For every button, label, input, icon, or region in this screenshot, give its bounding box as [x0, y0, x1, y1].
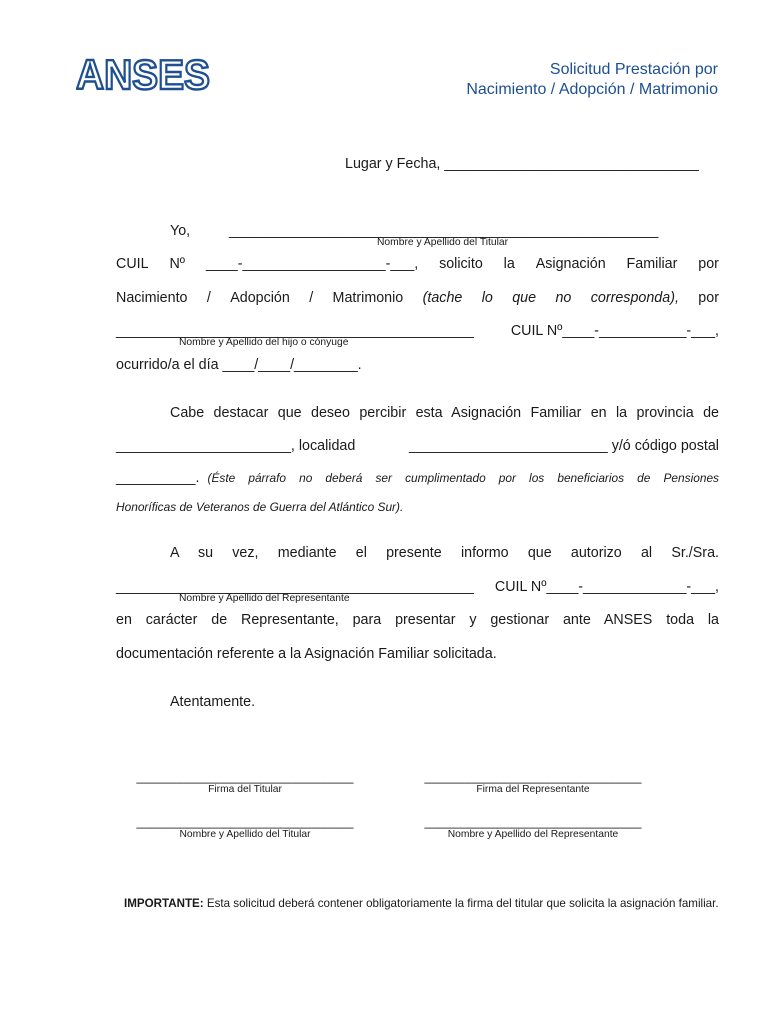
- representante-cuil-field[interactable]: CUIL Nº____-_____________-___,: [494, 579, 719, 595]
- text: que: [512, 290, 537, 306]
- representante-line-1: [170, 543, 719, 563]
- text: /: [309, 290, 314, 306]
- yo-label: Yo,: [170, 223, 191, 239]
- ocurrido-date-field[interactable]: ocurrido/a el día ____/____/________.: [116, 357, 362, 373]
- text: por: [698, 256, 719, 272]
- hijo-name-field[interactable]: _____________________________________________: [116, 323, 474, 339]
- provincia-line-3: [116, 470, 719, 486]
- firma-titular-line[interactable]: ______________________________: [136, 769, 354, 784]
- text: (tache: [422, 290, 463, 306]
- logo-text: ANSES: [76, 52, 210, 96]
- text: Adopción: [230, 290, 290, 306]
- document-title: [466, 60, 718, 100]
- provincia-field[interactable]: ______________________, localidad: [116, 438, 356, 454]
- nacimiento-line: [116, 288, 719, 308]
- nombre-titular-line[interactable]: ______________________________: [136, 814, 354, 829]
- representante-text: A su vez, mediante el presente informo que autorizo al Sr./Sra.: [170, 545, 719, 561]
- text: Asignación: [535, 256, 606, 272]
- cuil-line: [116, 254, 719, 274]
- firma-representante-caption: Firma del Representante: [476, 784, 590, 795]
- representante-line-3: [116, 610, 719, 630]
- nombre-titular-block: [131, 815, 359, 840]
- firma-representante-line[interactable]: ______________________________: [424, 769, 642, 784]
- important-text: Esta solicitud deberá contener obligatoriamente la firma del titular que solicita la asignación familiar.: [203, 897, 719, 910]
- provincia-text: Cabe destacar que deseo percibir esta Asignación Familiar en la provincia de: [170, 405, 719, 421]
- text: Nacimiento: [116, 290, 188, 306]
- text: Nº: [169, 256, 186, 272]
- titular-cuil-field[interactable]: ____-__________________-___,: [205, 256, 419, 272]
- representante-name-field[interactable]: _____________________________________________: [116, 579, 474, 595]
- provincia-note-2: Honoríficas de Veteranos de Guerra del Atlántico Sur).: [116, 500, 404, 514]
- important-note: [124, 896, 719, 911]
- localidad-field[interactable]: _________________________ y/ó código postal: [408, 438, 719, 454]
- representante-text-3: en carácter de Representante, para presentar y gestionar ante ANSES toda la: [116, 612, 719, 628]
- representante-name-caption: Nombre y Apellido del Representante: [179, 593, 350, 604]
- nombre-representante-caption: Nombre y Apellido del Representante: [447, 829, 619, 840]
- nombre-representante-block: [418, 815, 648, 840]
- text: corresponda),: [590, 290, 679, 306]
- nombre-titular-caption: Nombre y Apellido del Titular: [179, 829, 311, 840]
- place-date-field[interactable]: ________________________________: [444, 156, 699, 172]
- text: lo: [481, 290, 493, 306]
- text: Familiar: [626, 256, 678, 272]
- anses-logo: [76, 52, 212, 96]
- hijo-name-caption: Nombre y Apellido del hijo o cónyuge: [179, 337, 349, 348]
- titular-name-field[interactable]: ______________________________________________________: [229, 223, 659, 239]
- provincia-note: (Éste párrafo no deberá ser cumplimentado por los beneficiarios de Pensiones: [207, 471, 719, 485]
- place-date-label: Lugar y Fecha,: [345, 156, 445, 172]
- text: solicito: [439, 256, 483, 272]
- hijo-cuil-field[interactable]: CUIL Nº____-___________-___,: [510, 323, 719, 339]
- title-line-1: Solicitud Prestación por: [549, 61, 718, 78]
- nombre-representante-line[interactable]: ______________________________: [424, 814, 642, 829]
- titular-name-caption: Nombre y Apellido del Titular: [377, 237, 509, 248]
- representante-line-4: documentación referente a la Asignación Familiar solicitada.: [116, 646, 497, 662]
- text: la: [503, 256, 515, 272]
- place-date-line: [345, 154, 699, 174]
- codigo-postal-field[interactable]: __________.: [116, 470, 200, 486]
- text: CUIL: [116, 256, 149, 272]
- firma-titular-block: [131, 770, 359, 795]
- important-label: IMPORTANTE:: [124, 897, 204, 910]
- closing-text: Atentamente.: [170, 694, 256, 710]
- text: /: [206, 290, 211, 306]
- text: no: [555, 290, 572, 306]
- firma-representante-block: [418, 770, 648, 795]
- text: por: [698, 290, 719, 306]
- text: Matrimonio: [332, 290, 404, 306]
- provincia-line-1: [170, 403, 719, 423]
- title-line-2: Nacimiento / Adopción / Matrimonio: [466, 81, 718, 98]
- firma-titular-caption: Firma del Titular: [208, 784, 282, 795]
